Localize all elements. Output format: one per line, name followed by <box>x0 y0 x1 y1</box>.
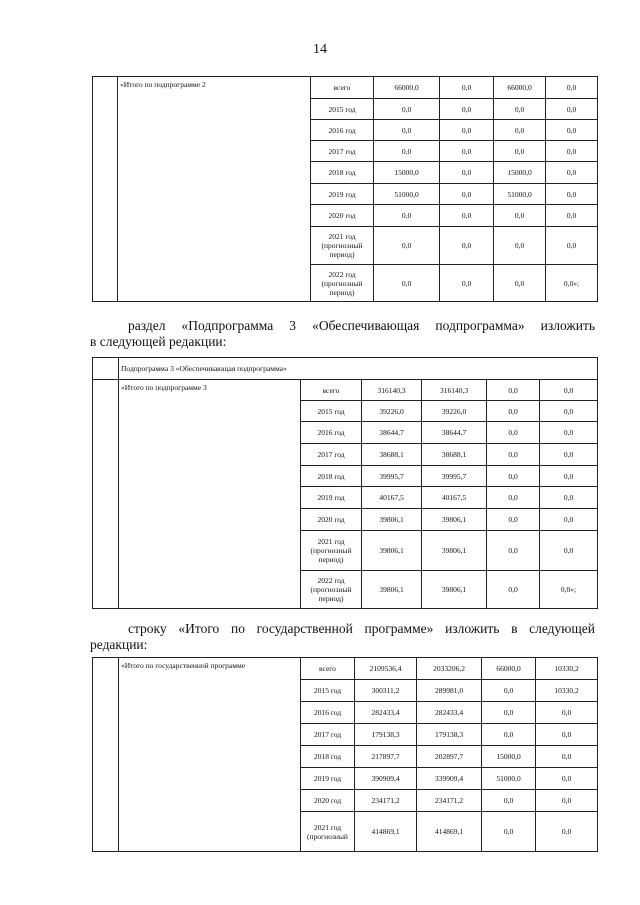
table-row <box>93 658 598 680</box>
value-cell: 414869,1 <box>417 812 482 852</box>
value-cell: 0,0 <box>540 422 598 444</box>
value-cell: 0,0 <box>487 531 540 571</box>
value-cell: 234171,2 <box>417 790 482 812</box>
value-cell: 40167,5 <box>362 487 422 509</box>
table-cell-blank <box>93 380 119 609</box>
value-cell: 0,0 <box>494 205 546 227</box>
value-cell: 39806,1 <box>362 531 422 571</box>
value-cell: 202897,7 <box>417 746 482 768</box>
value-cell: 0,0 <box>440 77 494 99</box>
value-cell: 179138,3 <box>417 724 482 746</box>
state-program-total-table <box>92 657 598 852</box>
value-cell: 0,0 <box>540 509 598 531</box>
period-cell: 2017 год <box>301 444 362 466</box>
paragraph-subprogram-3-instruction <box>90 318 595 350</box>
value-cell: 217897,7 <box>355 746 417 768</box>
table-row <box>93 77 598 99</box>
value-cell: 39226,0 <box>422 401 487 422</box>
value-cell: 66000,0 <box>482 658 536 680</box>
period-cell: 2016 год <box>301 422 362 444</box>
value-cell: 38644,7 <box>422 422 487 444</box>
value-cell: 282433,4 <box>355 702 417 724</box>
period-cell: 2020 год <box>301 790 355 812</box>
value-cell: 0,0 <box>540 487 598 509</box>
value-cell: 0,0 <box>494 227 546 265</box>
value-cell: 40167,5 <box>422 487 487 509</box>
period-cell: 2019 год <box>311 184 374 205</box>
value-cell: 0,0 <box>546 162 598 184</box>
period-cell: 2019 год <box>301 768 355 790</box>
value-cell: 0,0 <box>440 162 494 184</box>
value-cell: 282433,4 <box>417 702 482 724</box>
value-cell: 0,0 <box>546 77 598 99</box>
value-cell: 0,0 <box>482 812 536 852</box>
period-cell: 2018 год <box>311 162 374 184</box>
table-section-title: Подпрограмма 3 «Обеспечивающая подпрограмма» <box>119 358 598 380</box>
table-cell-blank <box>93 658 119 852</box>
period-cell: 2018 год <box>301 466 362 487</box>
value-cell: 0,0 <box>546 205 598 227</box>
value-cell: 0,0 <box>546 141 598 162</box>
value-cell: 0,0 <box>536 790 598 812</box>
value-cell: 390909,4 <box>355 768 417 790</box>
table-row-label: «Итого по государственной программе <box>119 658 301 852</box>
value-cell: 39995,7 <box>422 466 487 487</box>
paragraph-state-program-instruction <box>90 621 595 653</box>
value-cell: 0,0 <box>482 724 536 746</box>
period-cell: всего <box>301 658 355 680</box>
value-cell: 0,0 <box>494 265 546 302</box>
value-cell: 0,0 <box>374 99 440 120</box>
value-cell: 0,0 <box>540 401 598 422</box>
value-cell: 0,0 <box>487 380 540 401</box>
table-header-row <box>93 358 598 380</box>
value-cell: 0,0 <box>487 401 540 422</box>
value-cell: 0,0 <box>482 680 536 702</box>
period-cell: 2015 год <box>311 99 374 120</box>
value-cell: 0,0 <box>487 466 540 487</box>
value-cell: 179138,3 <box>355 724 417 746</box>
value-cell: 38688,1 <box>422 444 487 466</box>
table-row-label: «Итого по подпрограмме 3 <box>119 380 301 609</box>
value-cell: 38644,7 <box>362 422 422 444</box>
value-cell: 316140,3 <box>362 380 422 401</box>
value-cell: 289981,0 <box>417 680 482 702</box>
value-cell: 0,0 <box>440 227 494 265</box>
value-cell: 0,0 <box>440 205 494 227</box>
value-cell: 51000,0 <box>494 184 546 205</box>
value-cell: 0,0 <box>482 790 536 812</box>
value-cell: 0,0 <box>536 812 598 852</box>
value-cell: 0,0 <box>494 120 546 141</box>
value-cell: 0,0 <box>540 444 598 466</box>
subprogram-2-total-table <box>92 76 598 302</box>
value-cell: 339909,4 <box>417 768 482 790</box>
value-cell: 39806,1 <box>422 509 487 531</box>
period-cell: 2017 год <box>311 141 374 162</box>
value-cell: 0,0 <box>487 422 540 444</box>
value-cell: 0,0 <box>482 702 536 724</box>
value-cell: 0,0 <box>440 184 494 205</box>
value-cell: 10330,2 <box>536 680 598 702</box>
value-cell: 0,0 <box>536 746 598 768</box>
paragraph-line: раздел «Подпрограмма 3 «Обеспечивающая подпрограмма» изложить <box>128 318 595 333</box>
value-cell: 0,0 <box>440 120 494 141</box>
value-cell: 0,0 <box>374 227 440 265</box>
value-cell: 414869,1 <box>355 812 417 852</box>
value-cell: 316140,3 <box>422 380 487 401</box>
value-cell: 0,0 <box>540 531 598 571</box>
table-cell-blank <box>93 77 118 302</box>
period-cell: 2020 год <box>311 205 374 227</box>
value-cell: 51000,0 <box>482 768 536 790</box>
period-cell: 2016 год <box>311 120 374 141</box>
period-cell: всего <box>311 77 374 99</box>
value-cell: 0,0 <box>487 487 540 509</box>
value-cell: 51000,0 <box>374 184 440 205</box>
value-cell: 300311,2 <box>355 680 417 702</box>
value-cell: 0,0 <box>440 141 494 162</box>
table-row <box>93 380 598 401</box>
period-cell: 2022 год (прогнозный период) <box>311 265 374 302</box>
value-cell: 0,0 <box>536 724 598 746</box>
paragraph-line: редакции: <box>90 637 148 652</box>
period-cell: 2015 год <box>301 401 362 422</box>
period-cell: 2022 год (прогнозный период) <box>301 571 362 609</box>
value-cell: 234171,2 <box>355 790 417 812</box>
value-cell: 39806,1 <box>422 571 487 609</box>
period-cell: 2021 год (прогнозный <box>301 812 355 852</box>
value-cell: 15000,0 <box>494 162 546 184</box>
table-row-label: «Итого по подпрограмме 2 <box>118 77 311 302</box>
value-cell: 0,0 <box>546 184 598 205</box>
value-cell: 0,0 <box>540 466 598 487</box>
paragraph-line: в следующей редакции: <box>90 334 227 349</box>
value-cell: 0,0 <box>374 141 440 162</box>
value-cell: 0,0 <box>374 120 440 141</box>
value-cell: 0,0 <box>487 509 540 531</box>
period-cell: 2019 год <box>301 487 362 509</box>
value-cell: 39226,0 <box>362 401 422 422</box>
page-number: 14 <box>313 42 327 57</box>
value-cell: 0,0 <box>440 265 494 302</box>
value-cell: 0,0»; <box>540 571 598 609</box>
value-cell: 39806,1 <box>422 531 487 571</box>
paragraph-line: строку «Итого по государственной программе» изложить в следующей <box>128 621 595 636</box>
subprogram-3-table <box>92 357 598 609</box>
value-cell: 2033206,2 <box>417 658 482 680</box>
table-cell-blank <box>93 358 119 380</box>
value-cell: 39806,1 <box>362 571 422 609</box>
value-cell: 0,0 <box>374 205 440 227</box>
period-cell: 2015 год <box>301 680 355 702</box>
period-cell: 2021 год (прогнозный период) <box>301 531 362 571</box>
value-cell: 0,0 <box>494 141 546 162</box>
value-cell: 0,0 <box>540 380 598 401</box>
period-cell: 2018 год <box>301 746 355 768</box>
period-cell: 2016 год <box>301 702 355 724</box>
period-cell: 2021 год (прогнозный период) <box>311 227 374 265</box>
period-cell: всего <box>301 380 362 401</box>
value-cell: 0,0 <box>487 571 540 609</box>
period-cell: 2017 год <box>301 724 355 746</box>
value-cell: 0,0 <box>546 120 598 141</box>
value-cell: 39806,1 <box>362 509 422 531</box>
value-cell: 0,0 <box>546 227 598 265</box>
value-cell: 2109536,4 <box>355 658 417 680</box>
value-cell: 15000,0 <box>374 162 440 184</box>
value-cell: 0,0 <box>546 99 598 120</box>
value-cell: 39995,7 <box>362 466 422 487</box>
value-cell: 0,0 <box>374 265 440 302</box>
value-cell: 0,0 <box>536 702 598 724</box>
value-cell: 66000,0 <box>494 77 546 99</box>
value-cell: 0,0»; <box>546 265 598 302</box>
value-cell: 66000,0 <box>374 77 440 99</box>
value-cell: 10330,2 <box>536 658 598 680</box>
value-cell: 15000,0 <box>482 746 536 768</box>
value-cell: 0,0 <box>487 444 540 466</box>
value-cell: 0,0 <box>536 768 598 790</box>
period-cell: 2020 год <box>301 509 362 531</box>
value-cell: 0,0 <box>440 99 494 120</box>
value-cell: 38688,1 <box>362 444 422 466</box>
value-cell: 0,0 <box>494 99 546 120</box>
